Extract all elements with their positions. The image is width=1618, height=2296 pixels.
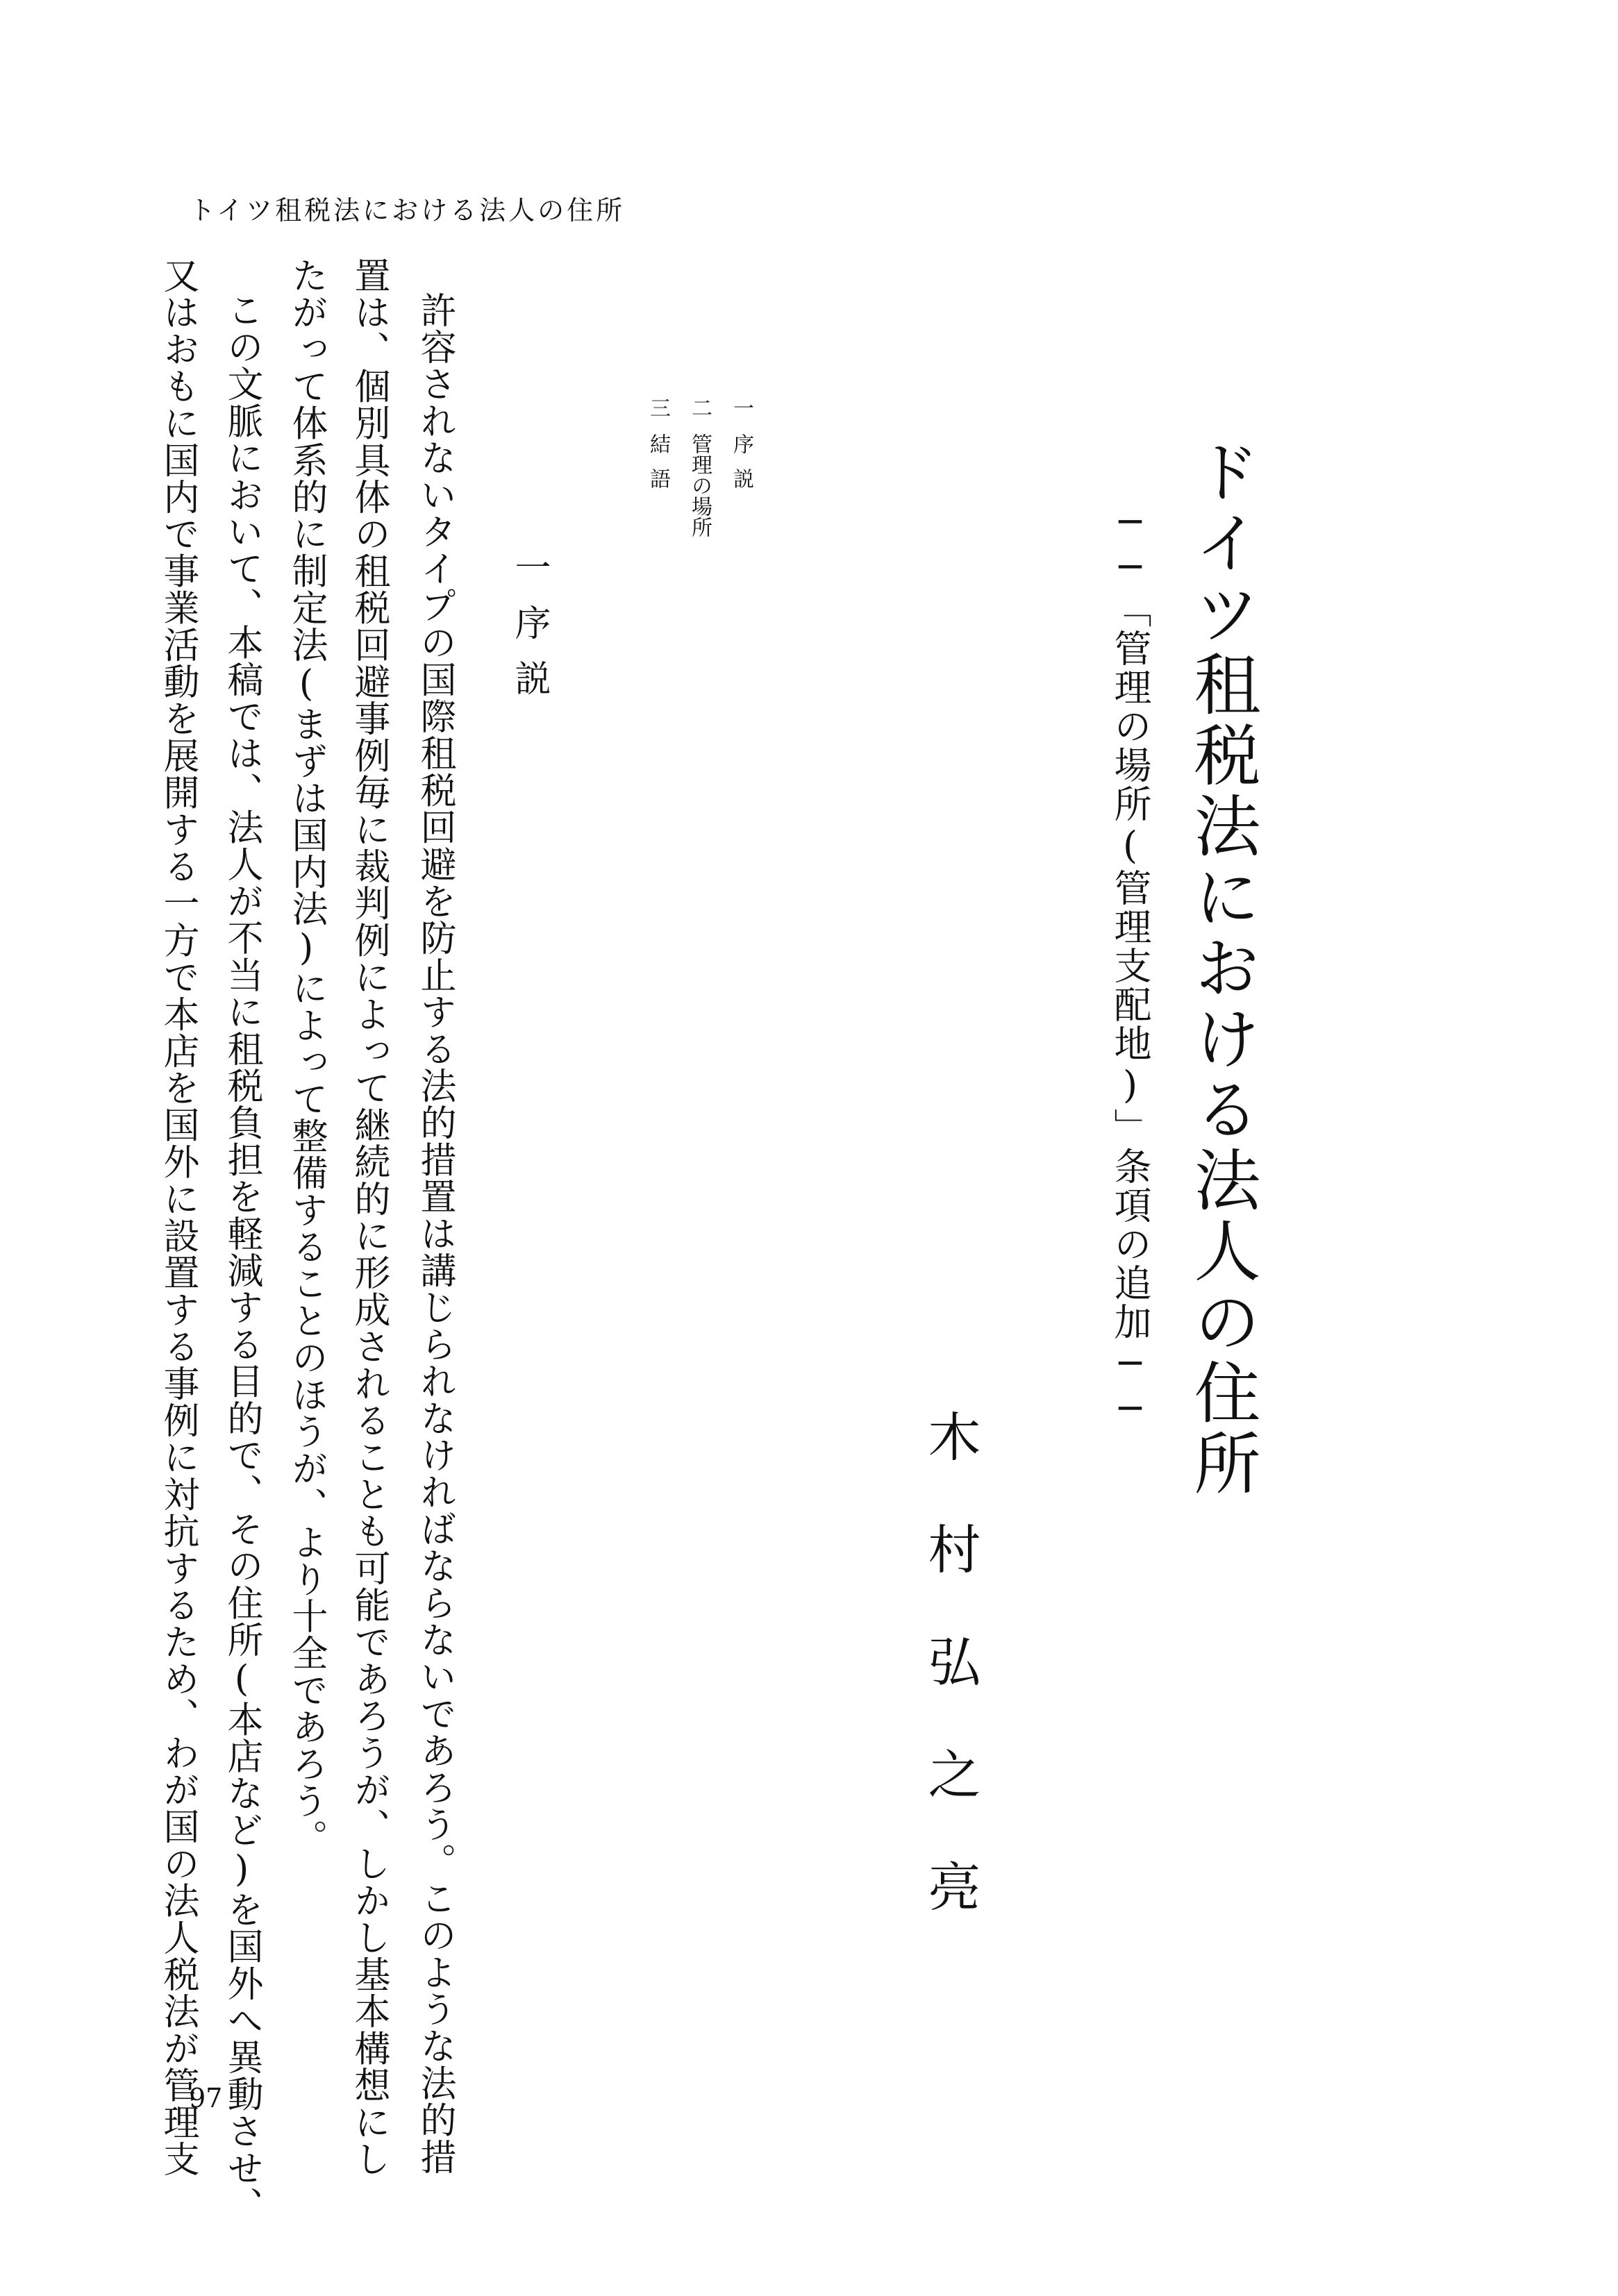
toc-item — [689, 397, 710, 537]
toc-item-number: 一 — [729, 397, 753, 418]
body-line: 許容されないタイプの国際租税回避を防止する法的措置は講じられなければならないであろう。このような法的措 — [414, 292, 456, 2176]
toc-item-number: 三 — [646, 397, 670, 418]
toc-item-number: 二 — [687, 397, 712, 418]
toc-item — [731, 397, 751, 503]
page-number: 97 — [189, 2083, 223, 2113]
table-of-contents — [625, 397, 764, 605]
body-line: この文脈において、本稿では、法人が不当に租税負担を軽減する目的で、その住所(本店など)を国外へ異動させ、 — [221, 292, 262, 2224]
toc-item-label: 結語 — [646, 433, 670, 503]
body-line: 置は、個別具体の租税回避事例毎に裁判例によって継続的に形成されることも可能であろうが、しかし基本構想にし — [348, 257, 390, 2178]
toc-item — [647, 397, 668, 503]
article-subtitle: ──「管理の場所(管理支配地)」条項の追加── — [1108, 500, 1152, 1432]
article-title: ドイツ租税法における法人の住所 — [1183, 437, 1261, 1500]
running-head: トイツ租税法における法人の住所 — [189, 195, 626, 226]
toc-item-label: 序説 — [729, 433, 753, 503]
body-line: たがって体系的に制定法(まずは国内法)によって整備することのほうが、より十全であろう。 — [285, 257, 327, 1857]
section-heading: 一序説 — [508, 548, 550, 715]
toc-item-label: 管理の場所 — [687, 433, 712, 537]
author-name: 木村弘之亮 — [919, 1409, 981, 1972]
body-line: 又はおもに国内で事業活動を展開する一方で本店を国外に設置する事例に対抗するため、わが国の法人税法が管理支 — [157, 257, 199, 2178]
